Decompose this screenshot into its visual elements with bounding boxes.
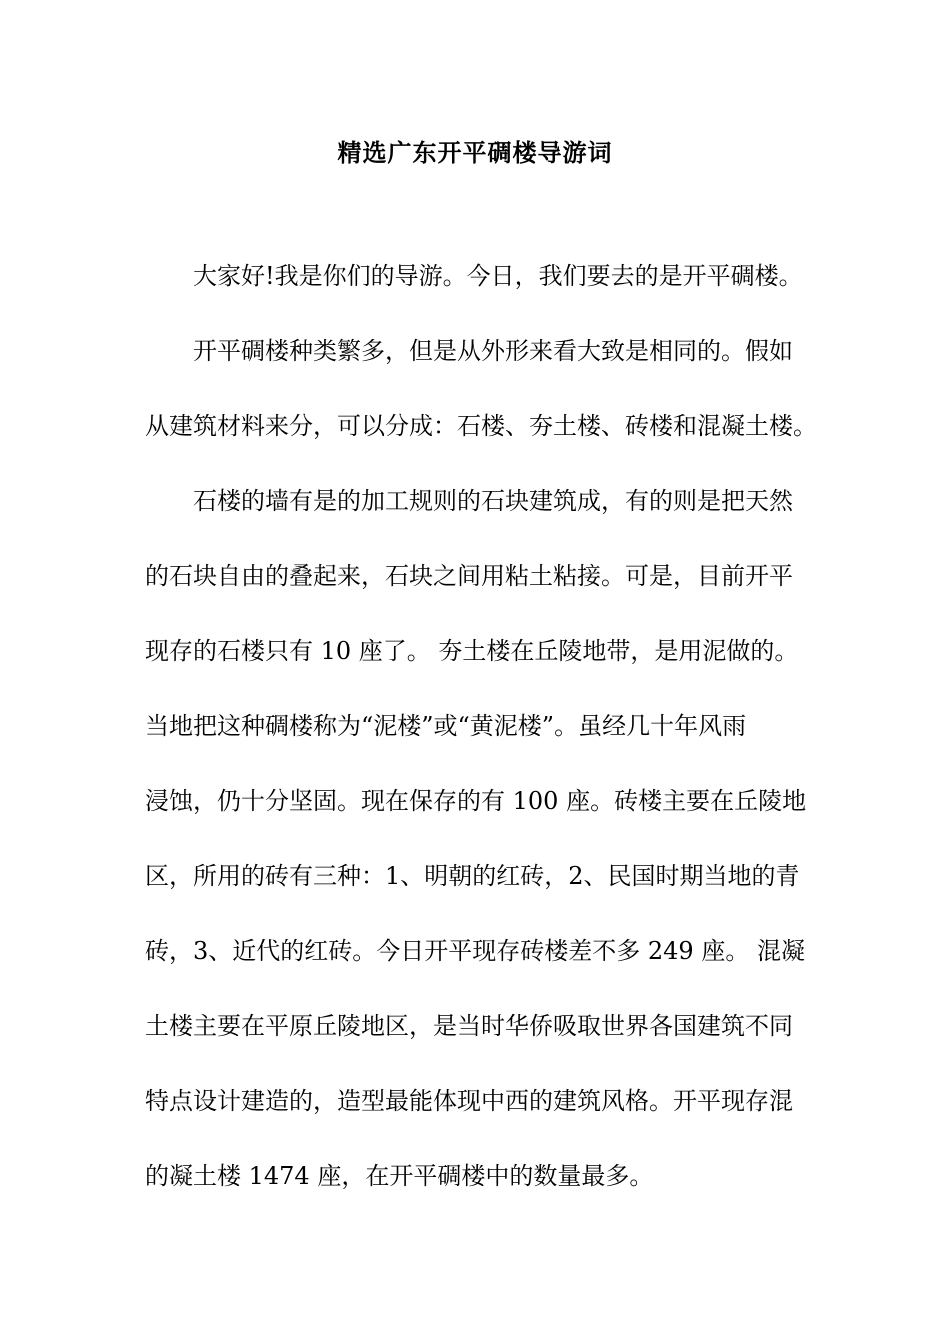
body-line-5: 的石块自由的叠起来，石块之间用粘土粘接。可是，目前开平 [145, 562, 793, 590]
body-line-6: 现存的石楼只有 10 座了。 夯土楼在丘陵地带，是用泥做的。 [145, 637, 799, 665]
body-line-2: 开平碉楼种类繁多，但是从外形来看大致是相同的。假如 [193, 337, 793, 365]
body-line-11: 土楼主要在平原丘陵地区，是当时华侨吸取世界各国建筑不同 [145, 1012, 793, 1040]
body-line-9: 区，所用的砖有三种：1、明朝的红砖，2、民国时期当地的青 [145, 862, 800, 890]
body-line-8: 浸蚀，仍十分坚固。现在保存的有 100 座。砖楼主要在丘陵地 [145, 787, 807, 815]
body-line-1: 大家好!我是你们的导游。今日，我们要去的是开平碉楼。 [193, 262, 803, 290]
body-line-10: 砖，3、近代的红砖。今日开平现存砖楼差不多 249 座。 混凝 [145, 937, 805, 965]
body-line-12: 特点设计建造的，造型最能体现中西的建筑风格。开平现存混 [145, 1087, 793, 1115]
document-title: 精选广东开平碉楼导游词 [337, 138, 613, 167]
body-line-4: 石楼的墙有是的加工规则的石块建筑成，有的则是把天然 [193, 487, 793, 515]
body-line-13: 的凝土楼 1474 座，在开平碉楼中的数量最多。 [145, 1162, 654, 1190]
body-line-3: 从建筑材料来分，可以分成：石楼、夯土楼、砖楼和混凝土楼。 [145, 412, 817, 440]
body-line-7: 当地把这种碉楼称为“泥楼”或“黄泥楼”。虽经几十年风雨 [145, 712, 747, 740]
